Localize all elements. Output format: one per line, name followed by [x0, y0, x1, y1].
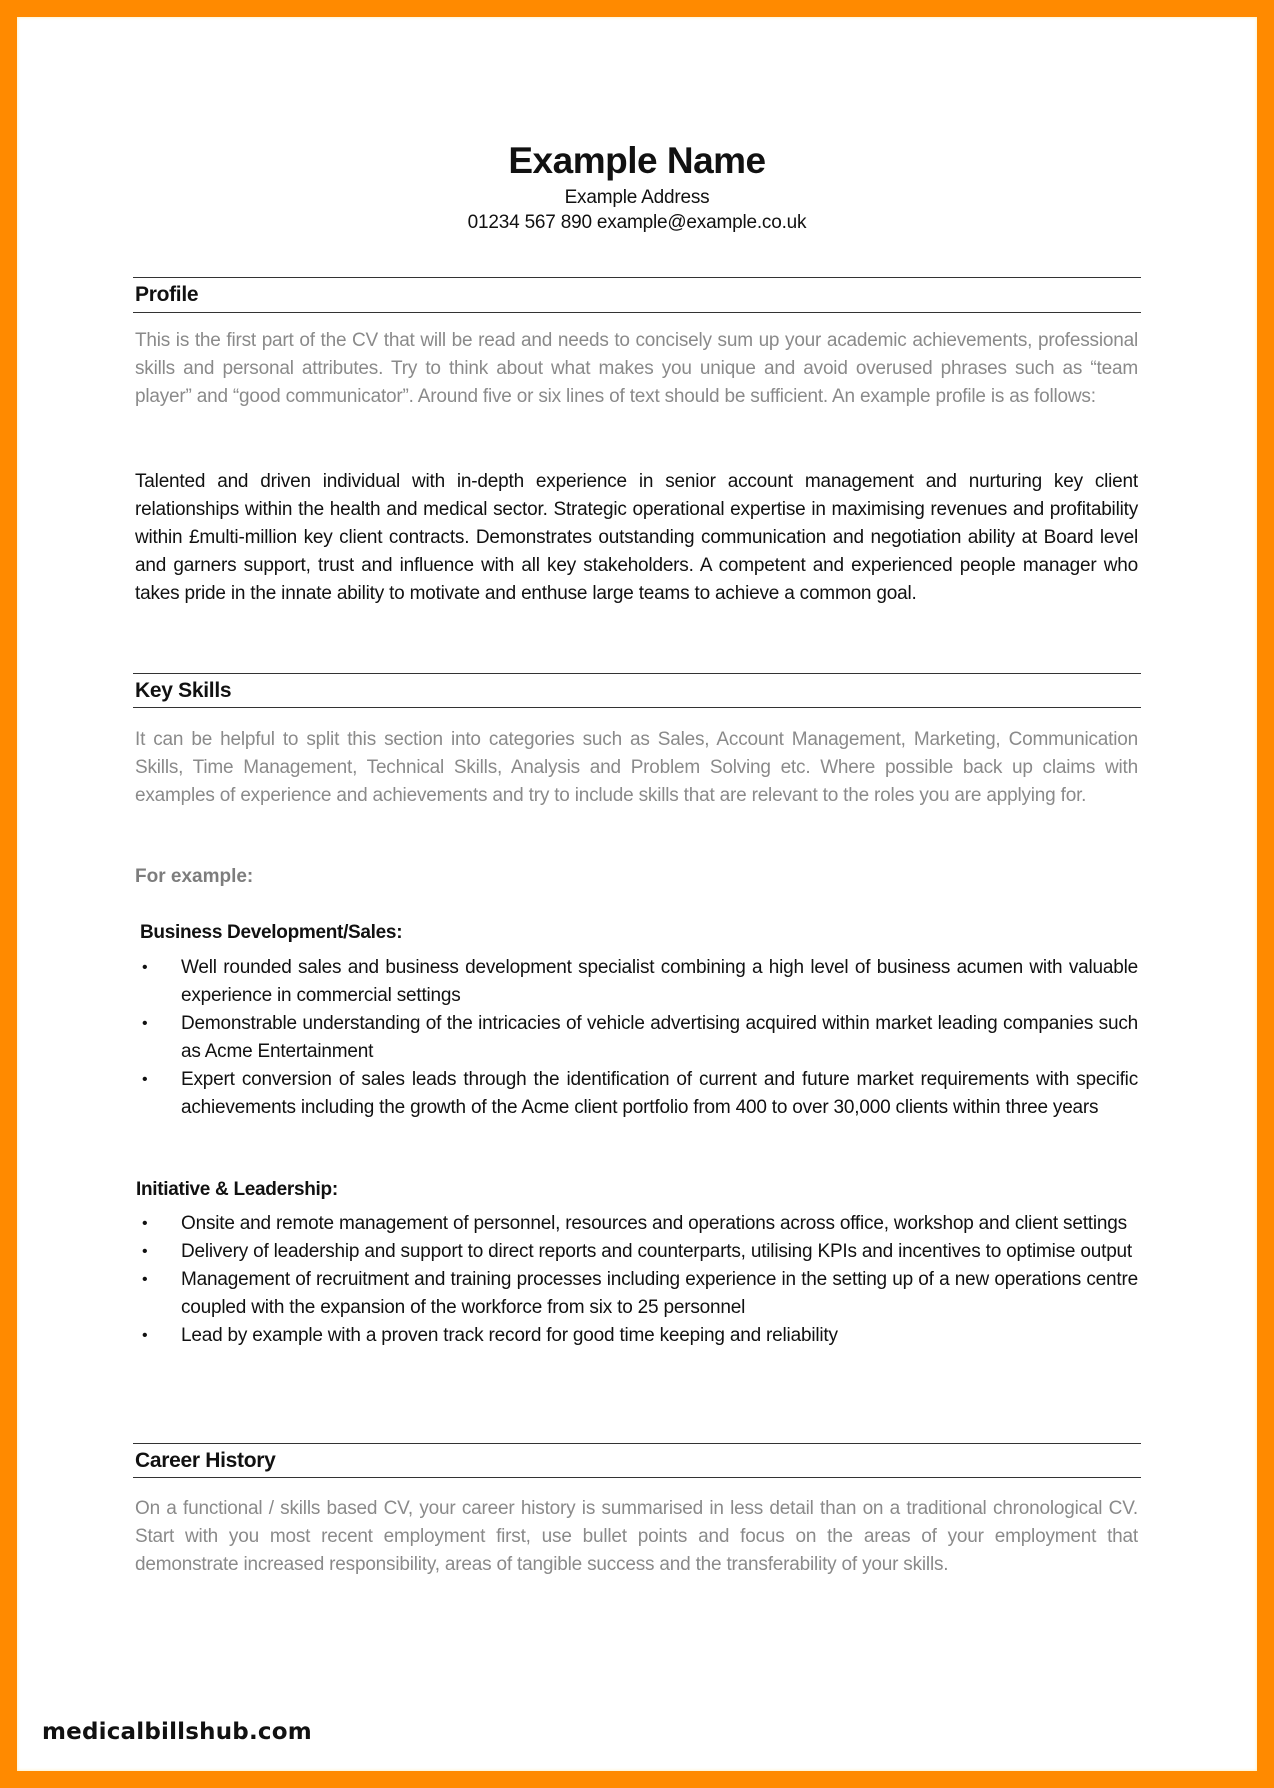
candidate-contact: 01234 567 890 example@example.co.uk — [467, 212, 807, 233]
skill-bullet-text: Well rounded sales and business development specialist combining a high level of business acumen with valuable experience in commercial settings — [181, 957, 1138, 1006]
bullet-icon: • — [142, 1215, 148, 1232]
bullet-icon: • — [142, 1243, 148, 1260]
skill-bullet-text: Delivery of leadership and support to direct reports and counterparts, utilising KPIs and incentives to optimise output — [181, 1241, 1133, 1262]
key-skills-guidance-text: It can be helpful to split this section into categories such as Sales, Account Management, Marketing, Communication Skills, Time Management, Technical Skills, Analysis and Problem Solving etc. Where possible back up claims with examples of experience and achievements and try to include skills that are relevant to the roles you are applying for. — [135, 729, 1138, 806]
profile-example-text: Talented and driven individual with in-depth experience in senior account management and nurturing key client relationships within the health and medical sector. Strategic operational expertise in maximising revenues and profitability within £multi-million key client contracts. Demonstrates outstanding communication and negotiation ability at Board level and garners support, trust and influence with all key stakeholders. A competent and experienced people manager who takes pride in the innate ability to motivate and enthuse large teams to achieve a common goal. — [135, 471, 1138, 604]
section-divider-bottom — [133, 1477, 1141, 1478]
section-title-career-history: Career History — [135, 1449, 276, 1472]
bullet-icon: • — [142, 1015, 148, 1032]
candidate-name: Example Name — [508, 140, 766, 181]
skill-group-list-initiative-leadership — [135, 1210, 1138, 1350]
skill-bullet-text: Onsite and remote management of personnel, resources and operations across office, workshop and client settings — [181, 1213, 1127, 1234]
skill-bullet-text: Demonstrable understanding of the intricacies of vehicle advertising acquired within market leading companies such as Acme Entertainment — [181, 1013, 1138, 1062]
profile-guidance-text: This is the first part of the CV that will be read and needs to concisely sum up your academic achievements, professional skills and personal attributes. Try to think about what makes you unique and avoid overused phrases such as “team player” and “good communicator”. Around five or six lines of text should be sufficient. An example profile is as follows: — [135, 330, 1138, 407]
skill-bullet-item — [135, 954, 1138, 1010]
for-example-label: For example: — [135, 866, 254, 887]
skill-bullet-item — [135, 1322, 1138, 1350]
bullet-icon: • — [142, 1071, 148, 1088]
section-divider-bottom — [133, 707, 1141, 708]
skill-bullet-item — [135, 1266, 1138, 1322]
skill-bullet-item — [135, 1066, 1138, 1122]
section-divider-top — [133, 1443, 1141, 1444]
candidate-address: Example Address — [564, 187, 710, 208]
bullet-icon: • — [142, 1271, 148, 1288]
skill-bullet-item — [135, 1210, 1138, 1238]
skill-group-title: Initiative & Leadership: — [136, 1179, 338, 1200]
section-divider-bottom — [133, 312, 1141, 313]
skill-bullet-text: Management of recruitment and training processes including experience in the setting up of a new operations centre coupled with the expansion of the workforce from six to 25 personnel — [181, 1269, 1138, 1318]
skill-bullet-item — [135, 1238, 1138, 1266]
bullet-icon: • — [142, 1327, 148, 1344]
section-divider-top — [133, 277, 1141, 278]
section-title-key-skills: Key Skills — [135, 679, 232, 702]
bullet-icon: • — [142, 959, 148, 976]
skill-group-list-business-development — [135, 954, 1138, 1122]
section-title-profile: Profile — [135, 283, 199, 306]
skill-group-title: Business Development/Sales: — [140, 922, 403, 943]
skill-bullet-item — [135, 1010, 1138, 1066]
career-history-guidance-text: On a functional / skills based CV, your career history is summarised in less detail than on a traditional chronological CV. Start with you most recent employment first, use bullet points and focus on the areas of your employment that demonstrate increased responsibility, areas of tangible success and the transferability of your skills. — [135, 1498, 1138, 1575]
site-watermark: medicalbillshub.com — [42, 1719, 312, 1745]
skill-bullet-text: Expert conversion of sales leads through the identification of current and future market requirements with specific achievements including the growth of the Acme client portfolio from 400 to over 30,000 clients within three years — [181, 1069, 1138, 1118]
section-divider-top — [133, 673, 1141, 674]
skill-bullet-text: Lead by example with a proven track record for good time keeping and reliability — [181, 1325, 838, 1346]
